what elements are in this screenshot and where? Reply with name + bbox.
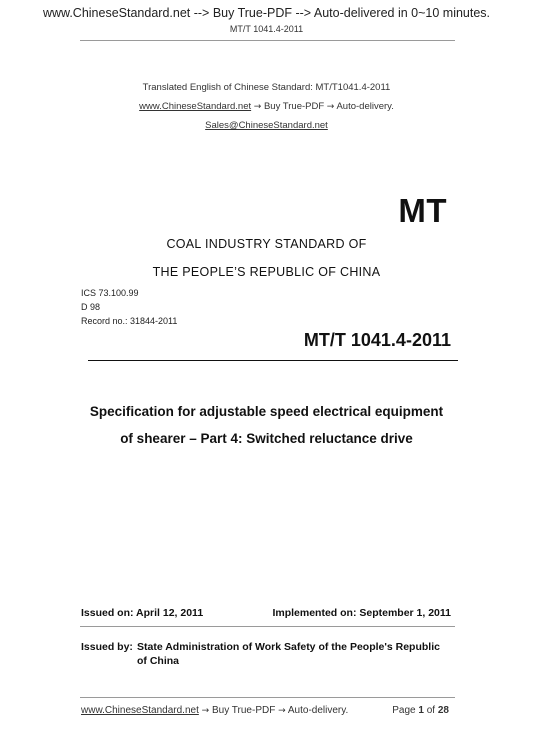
of-label: of: [426, 705, 436, 716]
footer-site-link[interactable]: www.ChineseStandard.net: [81, 705, 199, 716]
page-label: Page: [392, 705, 416, 716]
standard-code: MT/T 1041.4-2011: [303, 330, 451, 350]
translation-notice: Translated English of Chinese Standard: MT/T1041.4-2011: [142, 82, 391, 93]
footer-buy-text: Buy True-PDF: [211, 705, 276, 716]
standard-of-line2: THE PEOPLE’S REPUBLIC OF CHINA: [152, 265, 381, 279]
translation-links: [0, 101, 533, 112]
document-title-line2: of shearer – Part 4: Switched reluctance drive: [120, 431, 413, 446]
page-number: 1: [418, 705, 424, 716]
mt-logo: MT: [398, 192, 447, 229]
auto-delivery-text: Auto-delivery.: [336, 101, 394, 112]
issued-on-date: Issued on: April 12, 2011: [81, 607, 204, 619]
email-link[interactable]: Sales@ChineseStandard.net: [205, 120, 328, 131]
footer-divider: [80, 697, 455, 698]
right-arrow-icon: →: [201, 706, 210, 716]
document-title-line1: Specification for adjustable speed electrical equipment: [89, 404, 444, 419]
dates-divider: [80, 626, 455, 627]
issued-by-line1: State Administration of Work Safety of the People's Republic: [137, 641, 440, 653]
implemented-on-date: Implemented on: September 1, 2011: [272, 607, 451, 619]
page-indicator: [392, 705, 449, 716]
header-divider: [80, 40, 455, 41]
buy-true-pdf-text: Buy True-PDF: [263, 101, 325, 112]
footer-links: [81, 705, 348, 716]
record-number: Record no.: 31844-2011: [81, 316, 178, 326]
right-arrow-icon: →: [278, 706, 286, 716]
footer-delivery-text: Auto-delivery.: [287, 705, 349, 716]
standard-of-line1: COAL INDUSTRY STANDARD OF: [166, 237, 367, 251]
right-arrow-icon: →: [253, 102, 262, 112]
page-total: 28: [437, 705, 449, 716]
top-banner: www.ChineseStandard.net --> Buy True-PDF --> Auto-delivered in 0~10 minutes.: [42, 6, 491, 20]
site-link[interactable]: www.ChineseStandard.net: [139, 101, 252, 112]
issued-by-line2: of China: [137, 655, 179, 667]
ics-code: ICS 73.100.99: [81, 288, 139, 298]
right-arrow-icon: →: [326, 102, 335, 112]
issued-by-label: Issued by:: [81, 641, 133, 653]
code-divider: [88, 360, 458, 361]
header-doc-code: MT/T 1041.4-2011: [229, 24, 304, 34]
d-code: D 98: [81, 302, 101, 312]
